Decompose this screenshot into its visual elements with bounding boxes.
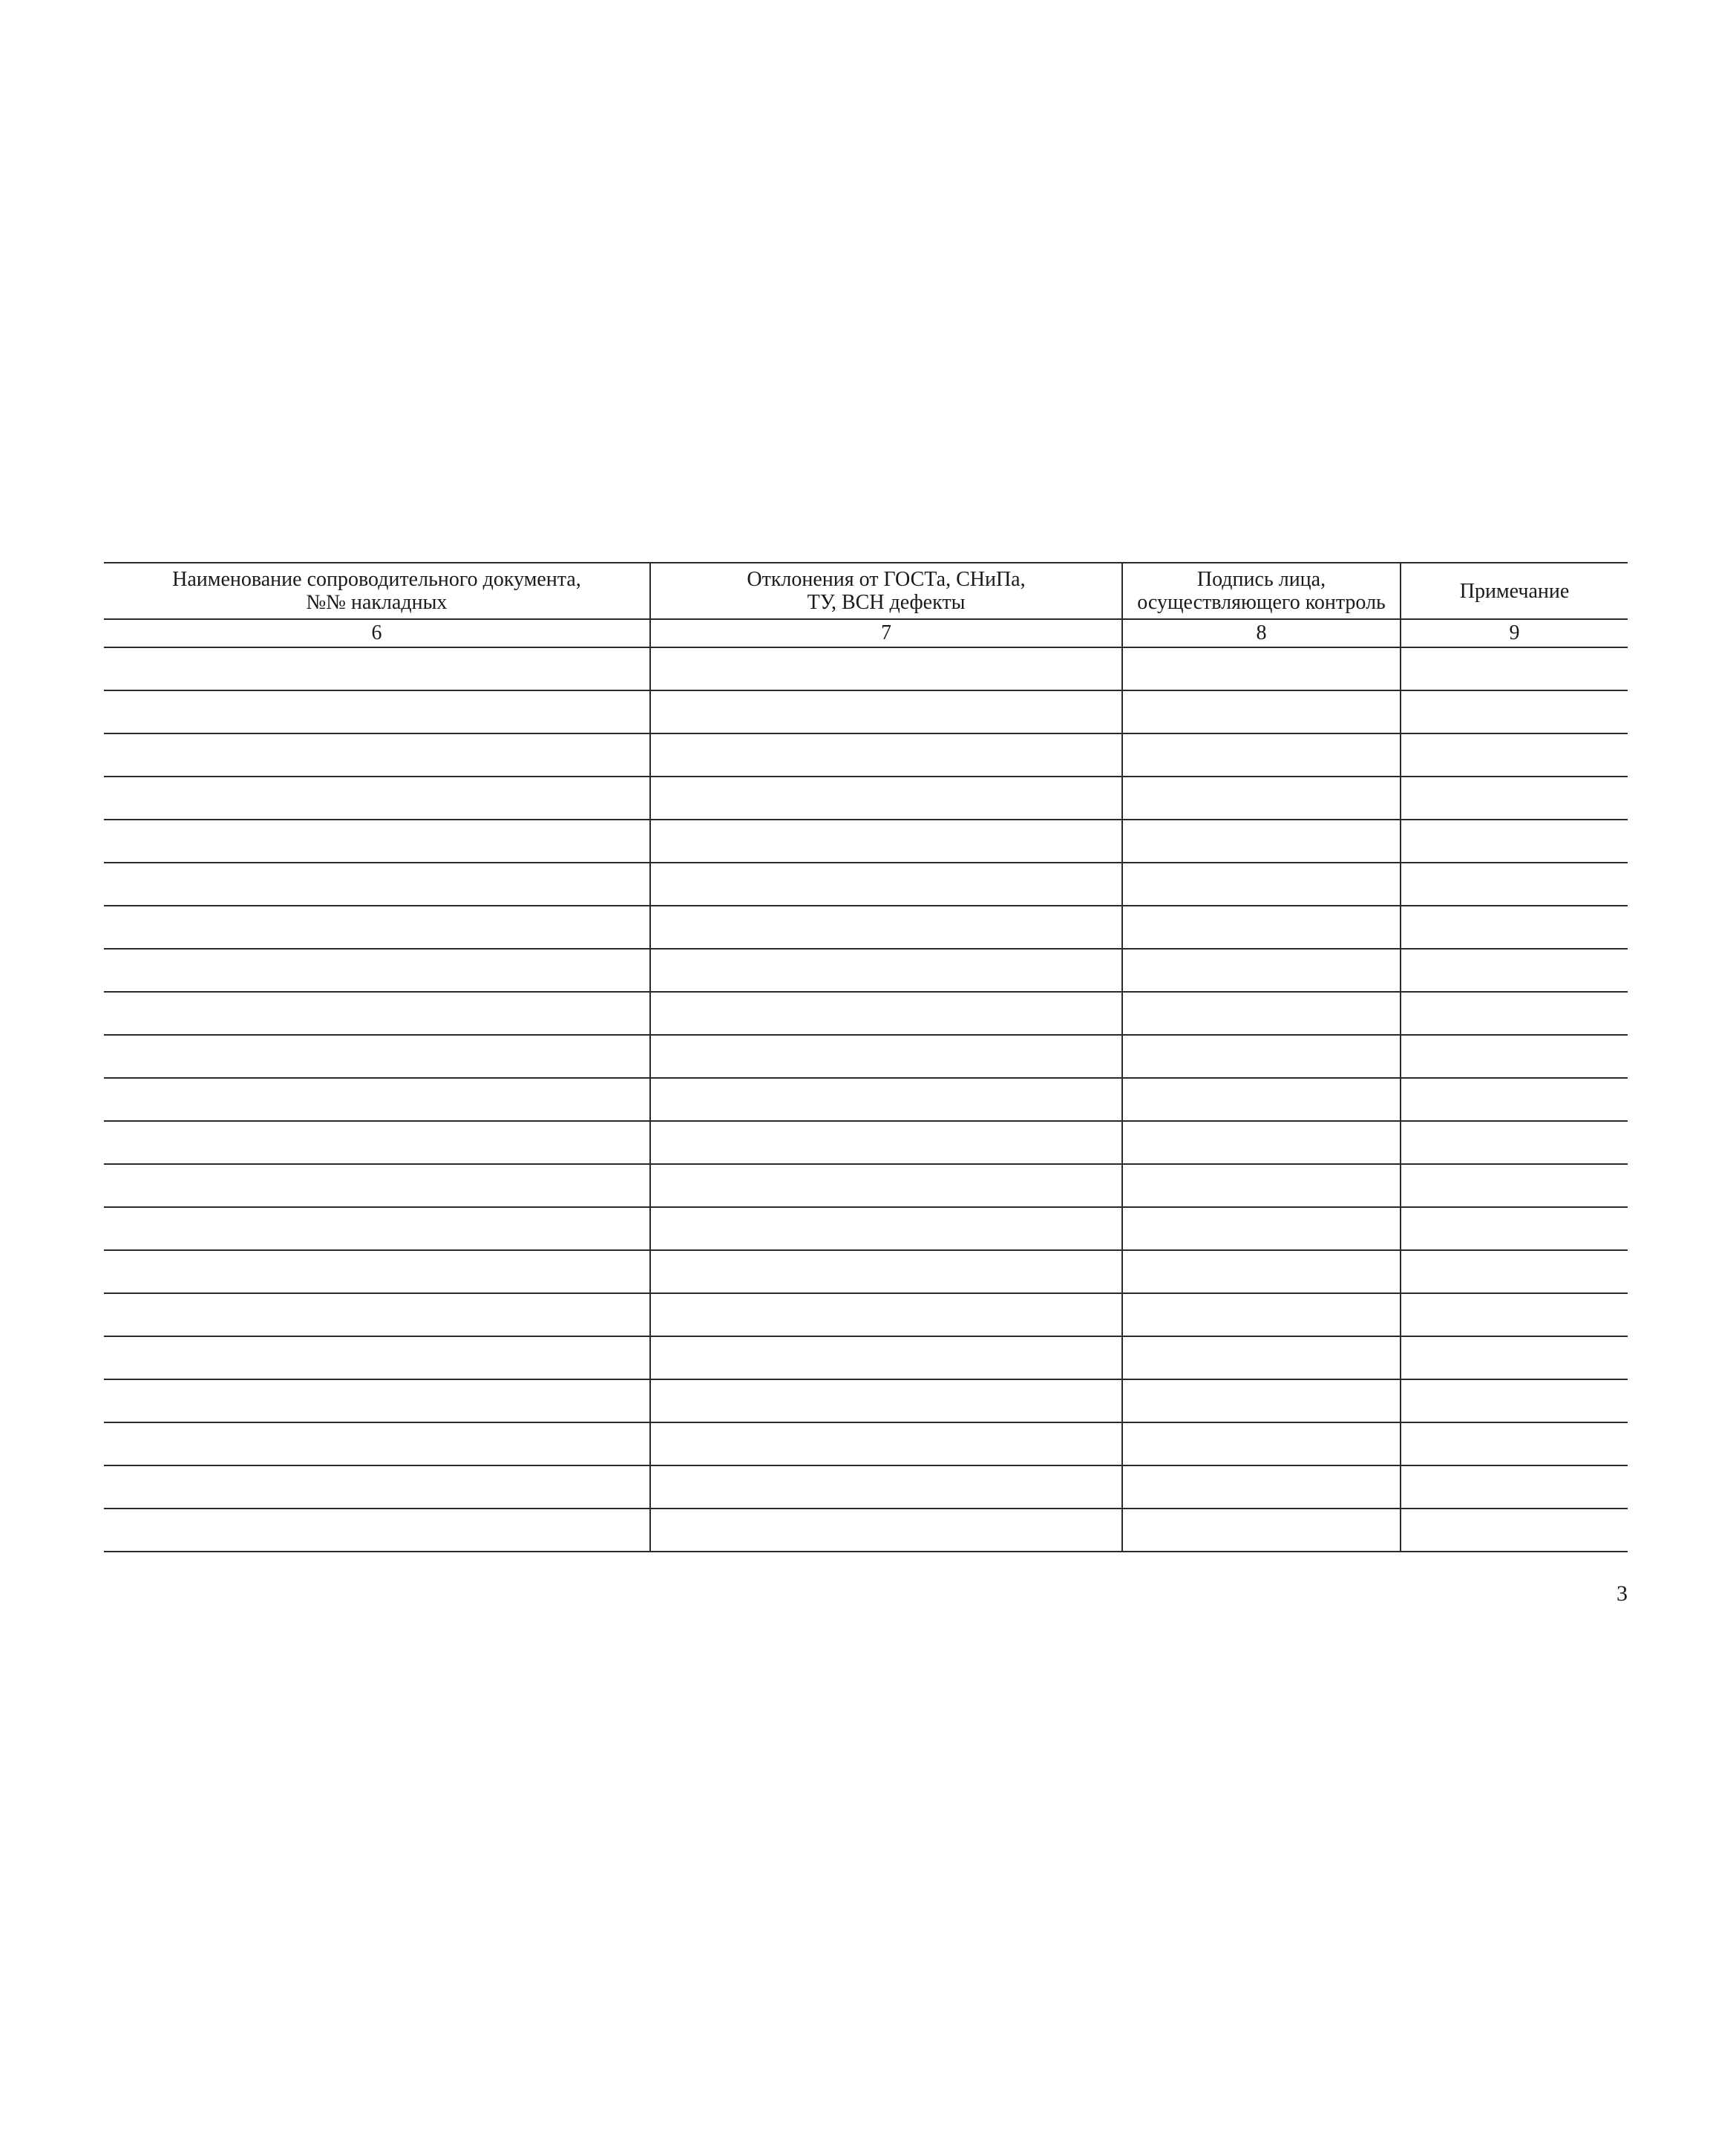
cell-deviations[interactable] <box>650 1078 1122 1121</box>
header-row <box>104 563 1628 619</box>
cell-signature[interactable] <box>1122 1509 1401 1552</box>
cell-document-name[interactable] <box>104 1078 650 1121</box>
cell-document-name[interactable] <box>104 1164 650 1207</box>
cell-document-name[interactable] <box>104 1379 650 1422</box>
cell-document-name[interactable] <box>104 863 650 906</box>
table-row <box>104 1207 1628 1250</box>
cell-document-name[interactable] <box>104 1250 650 1293</box>
cell-signature[interactable] <box>1122 820 1401 863</box>
cell-signature[interactable] <box>1122 1465 1401 1509</box>
cell-deviations[interactable] <box>650 1250 1122 1293</box>
cell-note[interactable] <box>1401 1465 1628 1509</box>
cell-deviations[interactable] <box>650 1422 1122 1465</box>
cell-document-name[interactable] <box>104 733 650 777</box>
cell-note[interactable] <box>1401 820 1628 863</box>
cell-document-name[interactable] <box>104 1293 650 1336</box>
header-deviations: Отклонения от ГОСТа, СНиПа, ТУ, ВСН дефекты <box>650 563 1122 619</box>
cell-deviations[interactable] <box>650 647 1122 690</box>
cell-deviations[interactable] <box>650 1035 1122 1078</box>
cell-deviations[interactable] <box>650 1509 1122 1552</box>
cell-document-name[interactable] <box>104 647 650 690</box>
cell-note[interactable] <box>1401 647 1628 690</box>
cell-deviations[interactable] <box>650 733 1122 777</box>
cell-note[interactable] <box>1401 690 1628 733</box>
cell-note[interactable] <box>1401 1207 1628 1250</box>
header-note: Примечание <box>1401 563 1628 619</box>
table-row <box>104 1465 1628 1509</box>
cell-deviations[interactable] <box>650 1465 1122 1509</box>
cell-signature[interactable] <box>1122 1207 1401 1250</box>
cell-signature[interactable] <box>1122 690 1401 733</box>
table-row <box>104 949 1628 992</box>
cell-document-name[interactable] <box>104 1422 650 1465</box>
cell-document-name[interactable] <box>104 1509 650 1552</box>
cell-note[interactable] <box>1401 1509 1628 1552</box>
cell-deviations[interactable] <box>650 820 1122 863</box>
cell-deviations[interactable] <box>650 1379 1122 1422</box>
cell-note[interactable] <box>1401 906 1628 949</box>
table-row <box>104 1164 1628 1207</box>
page-number: 3 <box>1617 1581 1628 1606</box>
cell-deviations[interactable] <box>650 1293 1122 1336</box>
cell-signature[interactable] <box>1122 1336 1401 1379</box>
cell-signature[interactable] <box>1122 992 1401 1035</box>
table-row <box>104 1422 1628 1465</box>
cell-document-name[interactable] <box>104 1121 650 1164</box>
cell-document-name[interactable] <box>104 1035 650 1078</box>
cell-signature[interactable] <box>1122 777 1401 820</box>
cell-note[interactable] <box>1401 1078 1628 1121</box>
cell-signature[interactable] <box>1122 863 1401 906</box>
cell-signature[interactable] <box>1122 1035 1401 1078</box>
cell-document-name[interactable] <box>104 1336 650 1379</box>
column-number-9: 9 <box>1401 619 1628 647</box>
cell-note[interactable] <box>1401 949 1628 992</box>
cell-signature[interactable] <box>1122 1121 1401 1164</box>
table-row <box>104 777 1628 820</box>
cell-note[interactable] <box>1401 1422 1628 1465</box>
table-row <box>104 992 1628 1035</box>
table-row <box>104 820 1628 863</box>
cell-deviations[interactable] <box>650 1164 1122 1207</box>
table-row <box>104 1121 1628 1164</box>
cell-note[interactable] <box>1401 1336 1628 1379</box>
cell-document-name[interactable] <box>104 777 650 820</box>
cell-note[interactable] <box>1401 1121 1628 1164</box>
table-row <box>104 1035 1628 1078</box>
cell-note[interactable] <box>1401 1035 1628 1078</box>
cell-signature[interactable] <box>1122 1293 1401 1336</box>
cell-signature[interactable] <box>1122 1250 1401 1293</box>
cell-deviations[interactable] <box>650 1121 1122 1164</box>
column-number-row <box>104 619 1628 647</box>
table-body <box>104 647 1628 1552</box>
cell-document-name[interactable] <box>104 906 650 949</box>
table-row <box>104 863 1628 906</box>
cell-deviations[interactable] <box>650 863 1122 906</box>
cell-signature[interactable] <box>1122 949 1401 992</box>
cell-document-name[interactable] <box>104 820 650 863</box>
column-number-7: 7 <box>650 619 1122 647</box>
table-row <box>104 1509 1628 1552</box>
cell-document-name[interactable] <box>104 1465 650 1509</box>
cell-deviations[interactable] <box>650 690 1122 733</box>
header-signature: Подпись лица, осуществляющего контроль <box>1122 563 1401 619</box>
cell-note[interactable] <box>1401 1293 1628 1336</box>
cell-note[interactable] <box>1401 777 1628 820</box>
cell-deviations[interactable] <box>650 992 1122 1035</box>
cell-document-name[interactable] <box>104 1207 650 1250</box>
table-row <box>104 1250 1628 1293</box>
cell-note[interactable] <box>1401 1379 1628 1422</box>
cell-signature[interactable] <box>1122 906 1401 949</box>
cell-document-name[interactable] <box>104 949 650 992</box>
table-row <box>104 690 1628 733</box>
table-row <box>104 1078 1628 1121</box>
table-row <box>104 733 1628 777</box>
cell-signature[interactable] <box>1122 1379 1401 1422</box>
table-row <box>104 1336 1628 1379</box>
cell-note[interactable] <box>1401 863 1628 906</box>
cell-signature[interactable] <box>1122 1422 1401 1465</box>
table-row <box>104 1293 1628 1336</box>
table-row <box>104 647 1628 690</box>
cell-note[interactable] <box>1401 733 1628 777</box>
table-row <box>104 1379 1628 1422</box>
cell-note[interactable] <box>1401 1164 1628 1207</box>
cell-signature[interactable] <box>1122 1078 1401 1121</box>
cell-signature[interactable] <box>1122 1164 1401 1207</box>
cell-document-name[interactable] <box>104 690 650 733</box>
journal-table <box>104 562 1628 1552</box>
cell-note[interactable] <box>1401 992 1628 1035</box>
cell-signature[interactable] <box>1122 733 1401 777</box>
cell-deviations[interactable] <box>650 1207 1122 1250</box>
cell-deviations[interactable] <box>650 949 1122 992</box>
cell-deviations[interactable] <box>650 906 1122 949</box>
column-number-8: 8 <box>1122 619 1401 647</box>
header-document-name: Наименование сопроводительного документа, №№ накладных <box>104 563 650 619</box>
cell-signature[interactable] <box>1122 647 1401 690</box>
cell-document-name[interactable] <box>104 992 650 1035</box>
table-row <box>104 906 1628 949</box>
cell-deviations[interactable] <box>650 1336 1122 1379</box>
cell-deviations[interactable] <box>650 777 1122 820</box>
cell-note[interactable] <box>1401 1250 1628 1293</box>
column-number-6: 6 <box>104 619 650 647</box>
